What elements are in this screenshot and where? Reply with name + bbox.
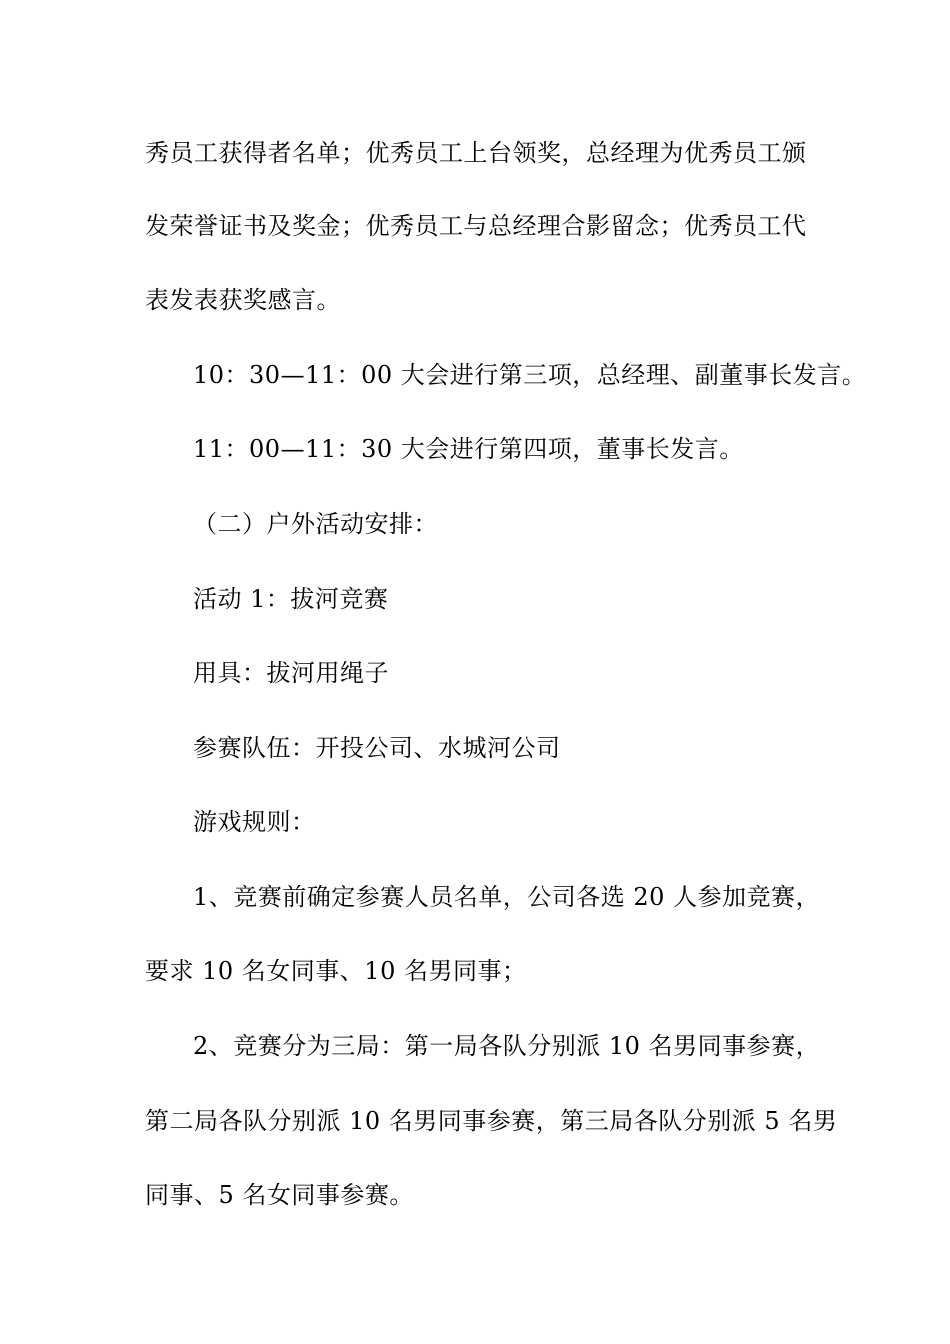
rule-line: 要求 10 名女同事、10 名男同事； [145, 957, 527, 985]
paragraph-line: 发荣誉证书及奖金；优秀员工与总经理合影留念；优秀员工代 [145, 212, 807, 240]
rule-line: 同事、5 名女同事参赛。 [145, 1181, 414, 1209]
paragraph-line: 秀员工获得者名单；优秀员工上台领奖，总经理为优秀员工颁 [145, 139, 807, 167]
rules-heading: 游戏规则： [193, 808, 316, 836]
teams-line: 参赛队伍：开投公司、水城河公司 [193, 734, 561, 762]
rule-line: 第二局各队分别派 10 名男同事参赛，第三局各队分别派 5 名男 [145, 1107, 838, 1135]
rule-line: 1、竞赛前确定参赛人员名单，公司各选 20 人参加竞赛， [193, 883, 821, 911]
schedule-line: 11：00—11：30 大会进行第四项，董事长发言。 [193, 435, 744, 463]
rule-line: 2、竞赛分为三局：第一局各队分别派 10 名男同事参赛， [193, 1032, 821, 1060]
schedule-line: 10：30—11：00 大会进行第三项，总经理、副董事长发言。 [193, 361, 867, 389]
equipment-line: 用具：拔河用绳子 [193, 659, 389, 687]
section-heading: （二）户外活动安排： [193, 510, 438, 538]
paragraph-line: 表发表获奖感言。 [145, 286, 341, 314]
activity-title: 活动 1：拔河竞赛 [193, 585, 389, 613]
